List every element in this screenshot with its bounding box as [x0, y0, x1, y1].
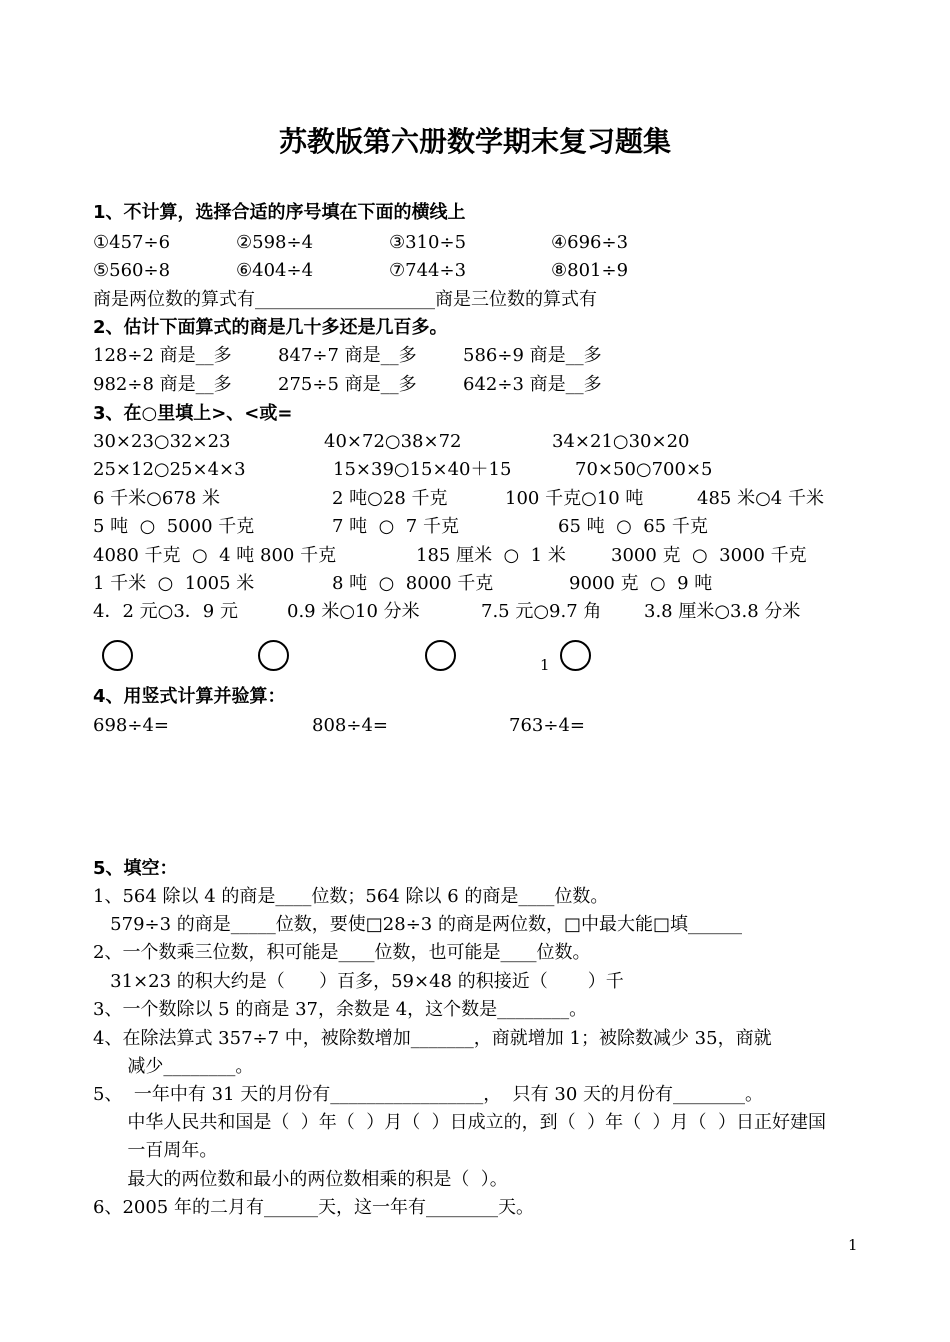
- q2-item: 642÷3 商是__多: [463, 374, 602, 395]
- q1-fill-line: 商是两位数的算式有____________________商是三位数的算式有: [93, 289, 597, 310]
- q5-line: 579÷3 的商是_____位数，要使□28÷3 的商是两位数，□中最大能□填______: [93, 914, 742, 935]
- q3-item: 15×39○15×40＋15: [333, 459, 512, 480]
- q3-item: 0.9 米○10 分米: [287, 601, 420, 622]
- q5-line: 一百周年。: [93, 1140, 218, 1161]
- q3-heading: 3、在○里填上>、<或=: [93, 403, 293, 424]
- page-number: 1: [848, 1236, 858, 1254]
- q3-item: 34×21○30×20: [552, 431, 690, 452]
- q1-option: ③310÷5: [389, 232, 467, 253]
- blank-circle-shape: [425, 640, 456, 671]
- q3-item: 3.8 厘米○3.8 分米: [644, 601, 801, 622]
- blank-circle-shape: [560, 640, 591, 671]
- q5-line: 3、一个数除以 5 的商是 37，余数是 4，这个数是________。: [93, 999, 588, 1020]
- q3-item: 3000 克 ○ 3000 千克: [611, 545, 807, 566]
- q5-line: 1、564 除以 4 的商是____位数；564 除以 6 的商是____位数。: [93, 886, 609, 907]
- q3-item: 7 吨 ○ 7 千克: [332, 516, 459, 537]
- q3-item: 7.5 元○9.7 角: [481, 601, 602, 622]
- q3-item: 185 厘米 ○ 1 米: [416, 545, 566, 566]
- q2-item: 982÷8 商是__多: [93, 374, 232, 395]
- q3-item: 25×12○25×4×3: [93, 459, 246, 480]
- q3-item: 485 米○4 千米: [697, 488, 824, 509]
- q5-line: 6、2005 年的二月有______天，这一年有________天。: [93, 1197, 534, 1218]
- q1-option: ④696÷3: [551, 232, 629, 253]
- stray-number: 1: [540, 656, 550, 674]
- q3-item: 4．2 元○3．9 元: [93, 601, 238, 622]
- q5-line: 2、一个数乘三位数，积可能是____位数，也可能是____位数。: [93, 942, 591, 963]
- q5-line: 5、 一年中有 31 天的月份有_________________， 只有 30 天的月份有________。: [93, 1084, 764, 1105]
- q1-heading: 1、不计算，选择合适的序号填在下面的横线上: [93, 202, 466, 223]
- q1-option: ⑧801÷9: [551, 260, 629, 281]
- blank-circle-shape: [102, 640, 133, 671]
- q2-item: 128÷2 商是__多: [93, 345, 232, 366]
- q4-heading: 4、用竖式计算并验算：: [93, 686, 286, 707]
- q3-item: 1 千米 ○ 1005 米: [93, 573, 255, 594]
- q2-heading: 2、估计下面算式的商是几十多还是几百多。: [93, 317, 448, 338]
- q5-line: 31×23 的积大约是（ ）百多，59×48 的积接近（ ）千: [93, 971, 624, 992]
- blank-circle-shape: [258, 640, 289, 671]
- q4-item: 763÷4=: [509, 715, 585, 736]
- q3-item: 8 吨 ○ 8000 千克: [332, 573, 494, 594]
- q3-item: 4080 千克 ○ 4 吨 800 千克: [93, 545, 337, 566]
- q5-line: 最大的两位数和最小的两位数相乘的积是（ ）。: [93, 1169, 508, 1190]
- q3-item: 30×23○32×23: [93, 431, 231, 452]
- q4-item: 808÷4=: [312, 715, 388, 736]
- q1-option: ⑥404÷4: [236, 260, 314, 281]
- q3-item: 6 千米○678 米: [93, 488, 220, 509]
- q3-item: 5 吨 ○ 5000 千克: [93, 516, 255, 537]
- q1-option: ⑤560÷8: [93, 260, 171, 281]
- q5-line: 减少________。: [93, 1056, 254, 1077]
- q3-item: 100 千克○10 吨: [505, 488, 644, 509]
- q5-line: 4、在除法算式 357÷7 中，被除数增加_______，商就增加 1；被除数减少 35，商就: [93, 1028, 772, 1049]
- q1-option: ⑦744÷3: [389, 260, 467, 281]
- q3-item: 40×72○38×72: [324, 431, 462, 452]
- q3-item: 65 吨 ○ 65 千克: [558, 516, 708, 537]
- q5-heading: 5、填空：: [93, 858, 178, 879]
- page-title: 苏教版第六册数学期末复习题集: [278, 125, 671, 158]
- q5-line: 中华人民共和国是（ ）年（ ）月（ ）日成立的，到（ ）年（ ）月（ ）日正好建国: [93, 1112, 826, 1133]
- q2-item: 586÷9 商是__多: [463, 345, 602, 366]
- q3-item: 2 吨○28 千克: [332, 488, 448, 509]
- q1-option: ①457÷6: [93, 232, 171, 253]
- q2-item: 275÷5 商是__多: [278, 374, 417, 395]
- q4-item: 698÷4=: [93, 715, 169, 736]
- q1-option: ②598÷4: [236, 232, 314, 253]
- q2-item: 847÷7 商是__多: [278, 345, 417, 366]
- q3-item: 9000 克 ○ 9 吨: [569, 573, 713, 594]
- q3-item: 70×50○700×5: [575, 459, 713, 480]
